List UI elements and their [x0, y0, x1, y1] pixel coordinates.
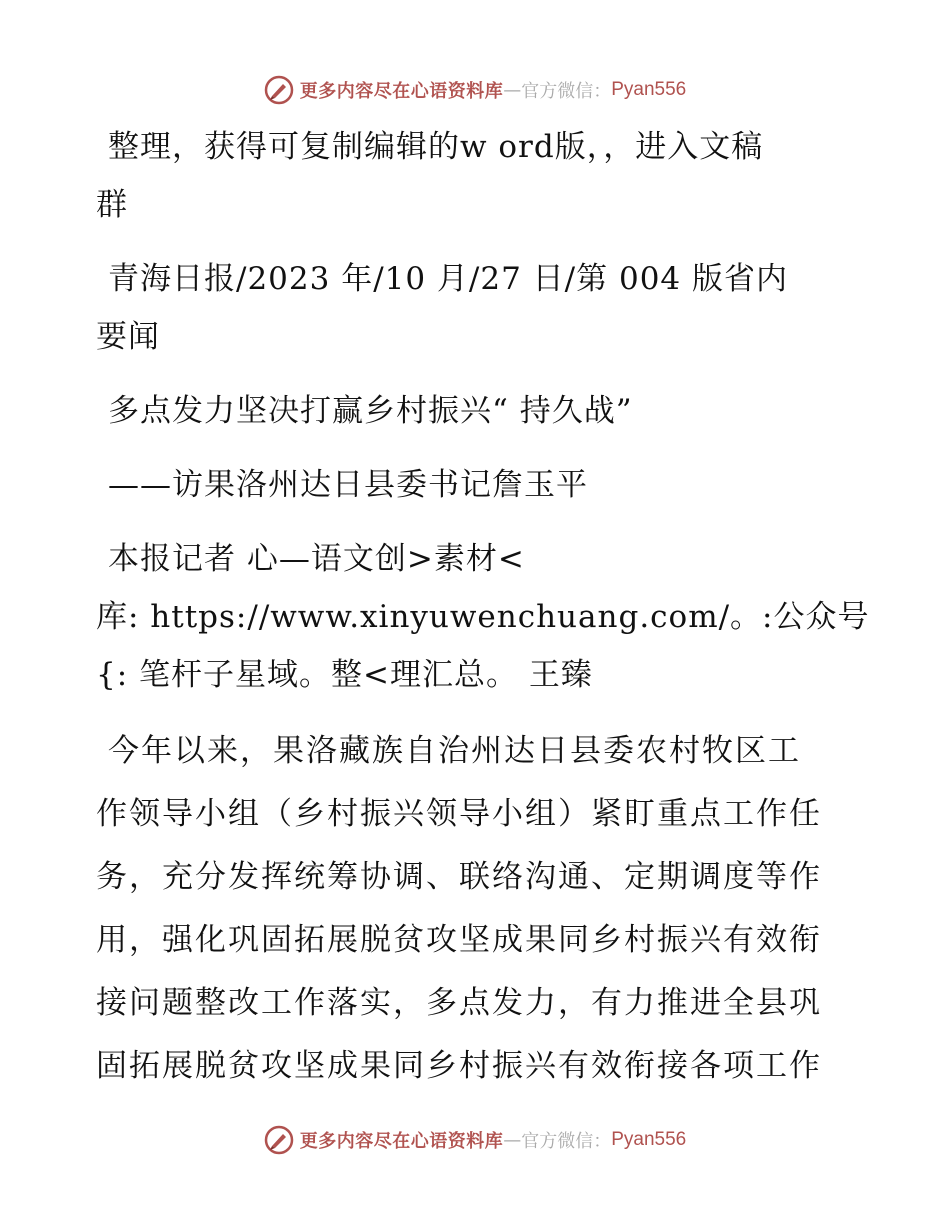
pen-logo-icon [264, 75, 294, 105]
footer-promo-text: 更多内容尽在心语资料库 [299, 1131, 504, 1152]
footer-wechat-id: Pyan556 [611, 1129, 687, 1150]
pen-logo-icon [264, 1125, 294, 1155]
headline: 多点发力坚决打赢乡村振兴“ 持久战” [108, 393, 633, 429]
header-separator: — [503, 79, 522, 101]
body-line: 固拓展脱贫攻坚成果同乡村振兴有效衔接各项工作 [96, 1048, 822, 1084]
body-line: 务，充分发挥统筹协调、联络沟通、定期调度等作 [96, 859, 822, 895]
body-line: 用，强化巩固拓展脱贫攻坚成果同乡村振兴有效衔 [96, 922, 822, 958]
source-line-1: 青海日报/2023 年/10 月/27 日/第 004 版省内 [108, 261, 789, 297]
intro-line-1: 整理，获得可复制编辑的w ord版，，进入文稿 [108, 129, 764, 165]
header-wechat-id: Pyan556 [611, 79, 687, 100]
footer-official-label: 官方微信： [521, 1131, 612, 1152]
header-banner [0, 70, 950, 110]
header-promo-text: 更多内容尽在心语资料库 [299, 81, 504, 102]
header-official-label: 官方微信： [521, 81, 612, 102]
document-body [96, 118, 870, 1098]
byline-line-3: {: 笔杆子星域。整<理汇总。 王臻 [96, 657, 593, 693]
footer-separator: — [503, 1129, 522, 1151]
intro-line-2: 群 [96, 187, 128, 223]
body-line: 今年以来，果洛藏族自治州达日县委农村牧区工 [108, 733, 801, 769]
body-paragraph [96, 720, 856, 1098]
footer-banner [0, 1120, 950, 1160]
body-line: 作领导小组（乡村振兴领导小组）紧盯重点工作任 [96, 796, 822, 832]
source-line-2: 要闻 [96, 319, 160, 355]
byline-line-1: 本报记者 心—语文创>素材< [108, 541, 525, 577]
body-line: 接问题整改工作落实，多点发力，有力推进全县巩 [96, 985, 822, 1021]
byline-line-2: 库: https://www.xinyuwenchuang.com/。:公众号 [96, 599, 870, 635]
subheadline: ——访果洛州达日县委书记詹玉平 [108, 467, 588, 503]
